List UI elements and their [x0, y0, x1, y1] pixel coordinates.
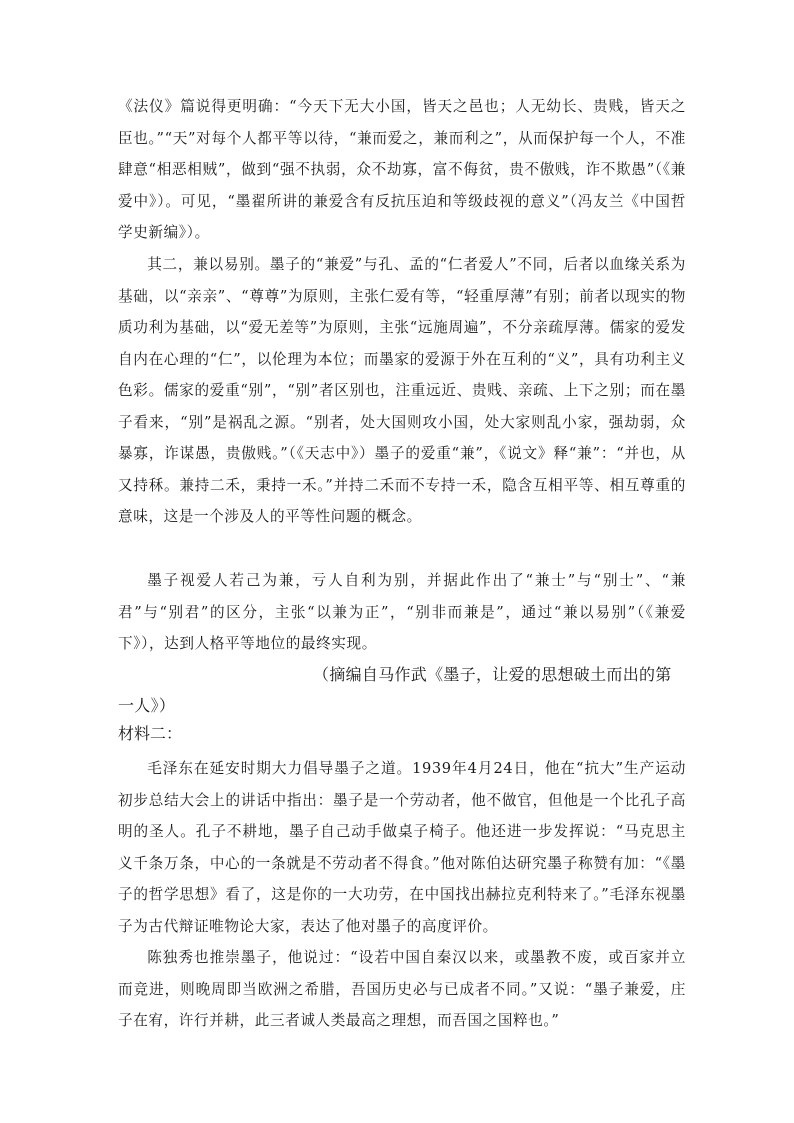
- material1-paragraph-3: 墨子视爱人若己为兼，亏人自利为别，并据此作出了“兼士”与“别士”、“兼君”与“别君”的区分，主张“以兼为正”，“别非而兼是”，通过“兼以易别”（《兼爱下》），达到人格平等地位的最终实现。: [118, 572, 686, 652]
- material2-heading: 材料二：: [118, 724, 183, 743]
- material2-paragraph-1: 毛泽东在延安时期大力倡导墨子之道。1939年4月24日，他在“抗大”生产运动初步总结大会上的讲话中指出：墨子是一个劳动者，他不做官，但他是一个比孔子高明的圣人。孔子不耕地，墨子自己动手做桌子椅子。他还进一步发挥说：“马克思主义千条万条，中心的一条就是不劳动者不得食。”他对陈伯达研究墨子称赞有加：“《墨子的哲学思想》看了，这是你的一大功劳，在中国找出赫拉克利特来了。”毛泽东视墨子为古代辩证唯物论大家，表达了他对墨子的高度评价。: [118, 760, 686, 935]
- material2-paragraph-2: 陈独秀也推崇墨子，他说过：“设若中国自秦汉以来，或墨教不废，或百家并立而竞进，则晚周即当欧洲之希腊，吾国历史必与已成者不同。”又说：“墨子兼爱，庄子在宥，许行并耕，此三者诚人类最高之理想，而吾国之国粹也。”: [118, 949, 686, 1029]
- material1-paragraph-1: 《法仪》篇说得更明确：“今天下无大小国，皆天之邑也；人无幼长、贵贱，皆天之臣也。”“天”对每个人都平等以待，“兼而爱之，兼而利之”，从而保护每一个人，不准肆意“相恶相贼”，做到“强不执弱，众不劫寡，富不侮贫，贵不傲贱，诈不欺愚”（《兼爱中》）。可见，“墨翟所讲的兼爱含有反抗压迫和等级歧视的意义”（冯友兰《中国哲学史新编》）。: [118, 98, 686, 241]
- source-citation: （摘编自马作武《墨子，让爱的思想破土而出的第一人》）: [118, 665, 672, 715]
- material1-paragraph-2: 其二，兼以易别。墨子的“兼爱”与孔、孟的“仁者爱人”不同，后者以血缘关系为基础，以“亲亲”、“尊尊”为原则，主张仁爱有等，“轻重厚薄”有别；前者以现实的物质功利为基础，以“爱无差等”为原则，主张“远施周遍”，不分亲疏厚薄。儒家的爱发自内在心理的“仁”，以伦理为本位；而墨家的爱源于外在互利的“义”，具有功利主义色彩。儒家的爱重“别”，“别”者区别也，注重远近、贵贱、亲疏、上下之别；而在墨子看来，“别”是祸乱之源。“别者，处大国则攻小国，处大家则乱小家，强劫弱，众暴寡，诈谋愚，贵傲贱。”（《天志中》）墨子的爱重“兼”，《说文》释“兼”：“并也，从又持秝。兼持二禾，秉持一禾。”并持二禾而不专持一禾，隐含互相平等、相互尊重的意味，这是一个涉及人的平等性问题的概念。: [118, 256, 686, 525]
